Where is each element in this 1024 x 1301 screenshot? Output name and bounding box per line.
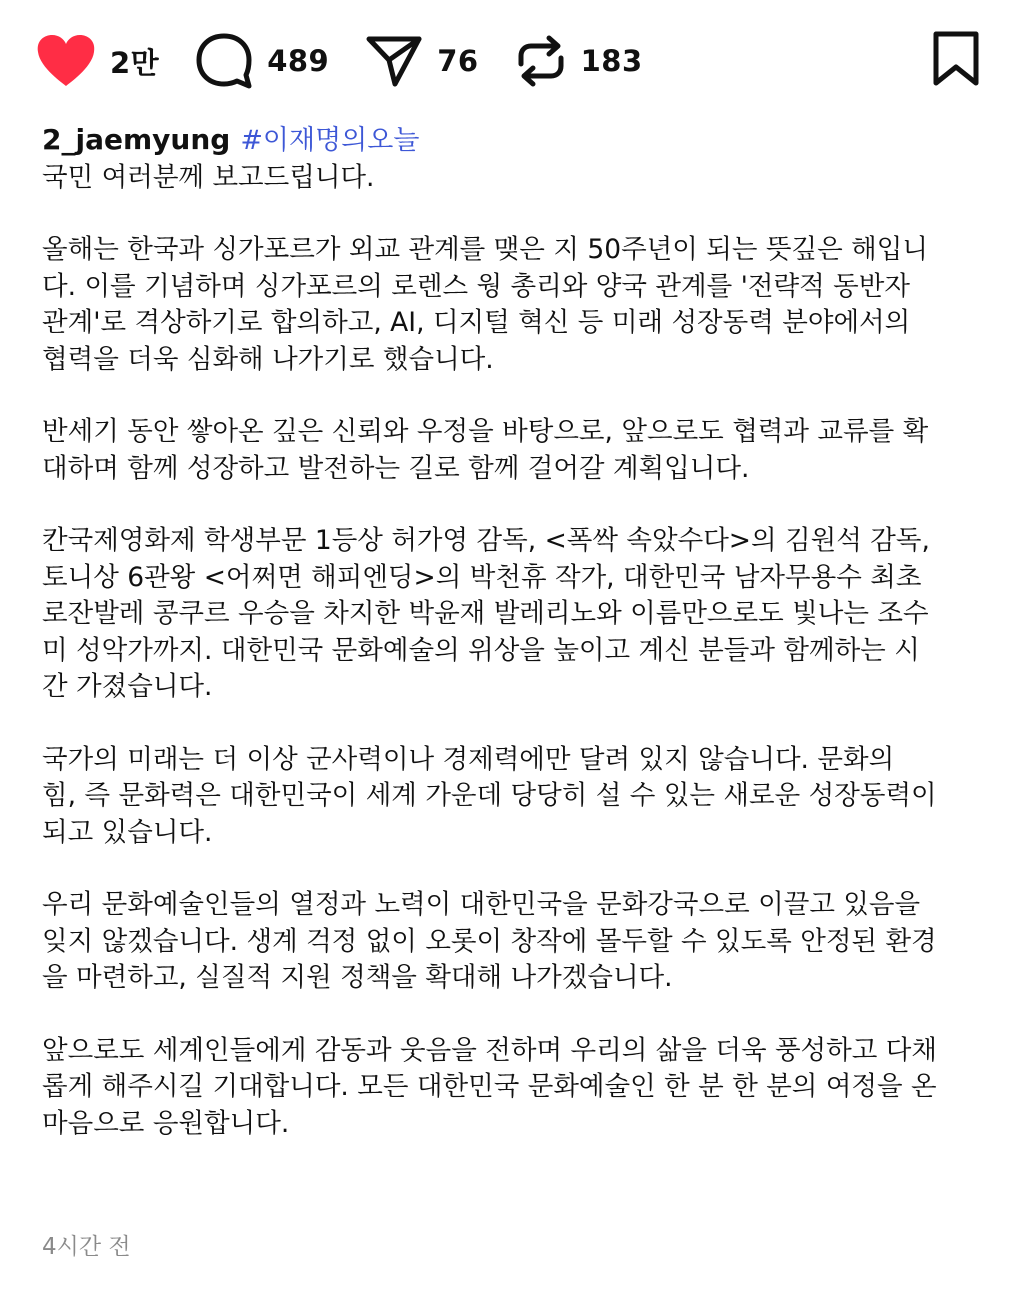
caption-line: 협력을 더욱 심화해 나가기로 했습니다. <box>42 343 494 375</box>
caption-line: 우리 문화예술인들의 열정과 노력이 대한민국을 문화강국으로 이끌고 있음을 <box>42 889 921 920</box>
caption-paragraph <box>42 232 986 378</box>
repost-button[interactable] <box>515 32 643 90</box>
caption-line: 반세기 동안 쌓아온 깊은 신뢰와 우정을 바탕으로, 앞으로도 협력과 교류를 확 <box>42 416 929 447</box>
caption-greeting: 국민 여러분께 보고드립니다. <box>42 161 375 193</box>
caption-line: 되고 있습니다. <box>42 816 213 848</box>
bookmark-icon <box>932 31 980 87</box>
save-button[interactable] <box>932 31 980 91</box>
caption-line: 을 마련하고, 실질적 지원 정책을 확대해 나가겠습니다. <box>42 962 673 993</box>
caption-line: 앞으로도 세계인들에게 감동과 웃음을 전하며 우리의 삶을 더욱 풍성하고 다채 <box>42 1034 937 1066</box>
post-action-bar <box>36 30 980 92</box>
comment-count: 489 <box>267 44 330 78</box>
repost-icon <box>515 32 567 90</box>
caption-line: 대하며 함께 성장하고 발전하는 길로 함께 걸어갈 계획입니다. <box>42 452 750 484</box>
caption-line: 칸국제영화제 학생부문 1등상 허가영 감독, <폭싹 속았수다>의 김원석 감독, <box>42 525 930 556</box>
caption-line: 잊지 않겠습니다. 생계 걱정 없이 오롯이 창작에 몰두할 수 있도록 안정된 환경 <box>42 925 937 957</box>
caption-line: 올해는 한국과 싱가포르가 외교 관계를 맺은 지 50주년이 되는 뜻깊은 해입니 <box>42 234 928 265</box>
caption-line: 간 가졌습니다. <box>42 671 213 702</box>
hashtag-link[interactable]: #이재명의오늘 <box>240 125 420 156</box>
post-caption <box>42 122 986 1142</box>
caption-header <box>42 122 986 160</box>
repost-count: 183 <box>580 44 643 78</box>
caption-paragraph <box>42 742 986 852</box>
caption-line: 힘, 즉 문화력은 대한민국이 세계 가운데 당당히 설 수 있는 새로운 성장동력이 <box>42 780 937 811</box>
comment-bubble-icon <box>195 32 253 90</box>
caption-paragraph <box>42 1033 986 1143</box>
caption-line: 토니상 6관왕 <어쩌면 해피엔딩>의 박천휴 작가, 대한민국 남자무용수 최초 <box>42 561 922 593</box>
caption-line: 국가의 미래는 더 이상 군사력이나 경제력에만 달려 있지 않습니다. 문화의 <box>42 743 895 775</box>
send-paper-plane-icon <box>365 34 423 88</box>
comment-button[interactable] <box>195 32 329 90</box>
post-timestamp: 4시간 전 <box>42 1234 131 1260</box>
caption-line: 관계'로 격상하기로 합의하고, AI, 디지털 혁신 등 미래 성장동력 분야에서의 <box>42 307 911 338</box>
username-link[interactable]: 2_jaemyung <box>42 123 231 156</box>
caption-line: 미 성악가까지. 대한민국 문화예술의 위상을 높이고 계신 분들과 함께하는 시 <box>42 634 920 666</box>
caption-line: 로잔발레 콩쿠르 우승을 차지한 박윤재 발레리노와 이름만으로도 빛나는 조수 <box>42 598 929 629</box>
share-button[interactable] <box>365 34 478 88</box>
caption-paragraph <box>42 523 986 706</box>
share-count: 76 <box>437 44 479 78</box>
heart-icon <box>36 34 96 88</box>
caption-paragraph <box>42 414 986 487</box>
caption-line: 롭게 해주시길 기대합니다. 모든 대한민국 문화예술인 한 분 한 분의 여정을 온 <box>42 1071 937 1102</box>
caption-paragraph <box>42 887 986 997</box>
caption-line: 다. 이를 기념하며 싱가포르의 로렌스 웡 총리와 양국 관계를 '전략적 동반자 <box>42 270 910 302</box>
caption-line: 마음으로 응원합니다. <box>42 1107 290 1139</box>
like-count: 2만 <box>110 45 160 80</box>
like-button[interactable] <box>36 34 159 88</box>
